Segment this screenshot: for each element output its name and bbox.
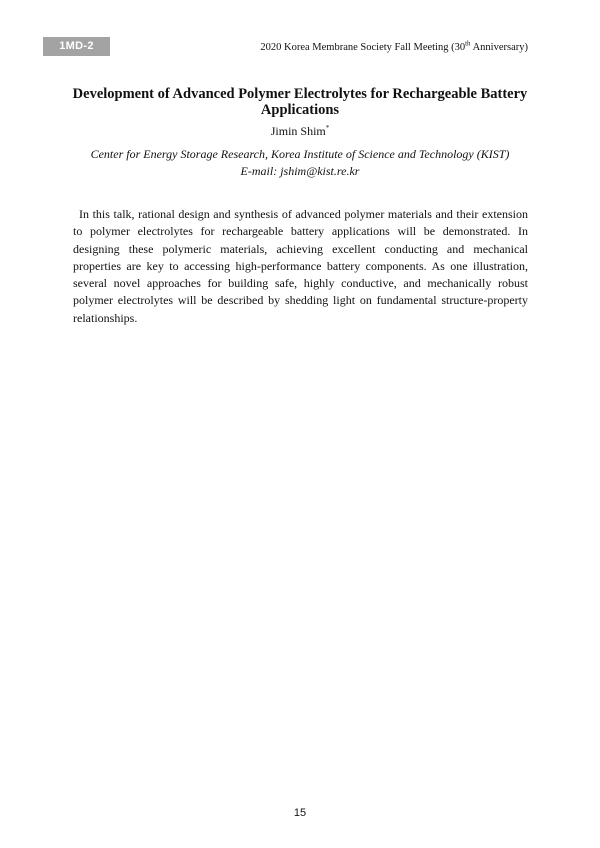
conference-suffix: Anniversary) xyxy=(470,42,528,53)
author-line xyxy=(60,124,540,138)
page-number: 15 xyxy=(293,807,307,819)
affiliation-block xyxy=(60,146,540,180)
conference-prefix: 2020 Korea Membrane Society Fall Meeting (30 xyxy=(260,42,466,53)
author-name: Jimin Shim xyxy=(270,124,326,138)
abstract-paragraph: In this talk, rational design and synthesis of advanced polymer materials and their extension to polymer electrolytes for rechargeable battery applications will be demonstrated. In designing these polymeric materials, achieving excellent conducting and mechanical properties are key to accessing high-performance battery components. As one illustration, several novel approaches for building safe, highly conductive, and mechanically robust polymer electrolytes will be described by shedding light on fundamental structure-property relationships. xyxy=(73,207,528,325)
session-code-badge: 1MD-2 xyxy=(43,37,110,56)
paper-title: Development of Advanced Polymer Electrolytes for Rechargeable Battery Applications xyxy=(72,86,528,118)
conference-ordinal-suffix: th xyxy=(465,39,471,48)
author-email: E-mail: jshim@kist.re.kr xyxy=(240,164,360,178)
corresponding-author-mark: * xyxy=(325,124,330,132)
conference-header xyxy=(260,39,528,53)
affiliation: Center for Energy Storage Research, Korea Institute of Science and Technology (KIST) xyxy=(90,147,510,161)
